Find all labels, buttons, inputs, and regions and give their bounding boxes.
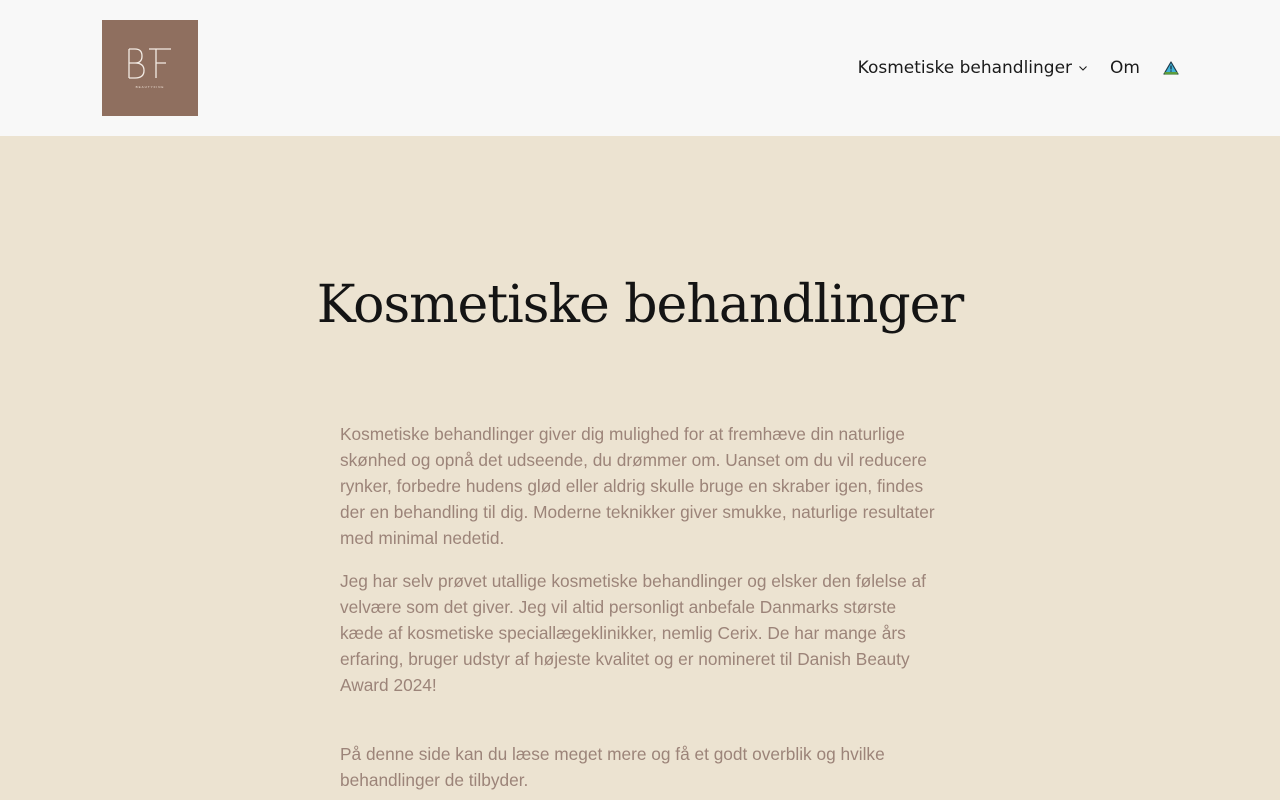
nav-item-label: Kosmetiske behandlinger	[857, 58, 1073, 78]
site-header	[0, 0, 1280, 136]
nav-item-kosmetiske-behandlinger[interactable]	[858, 58, 1088, 78]
nav-item-label: Om	[1110, 58, 1140, 78]
chevron-down-icon[interactable]	[1078, 63, 1088, 73]
nav-item-om[interactable]	[1110, 58, 1140, 78]
main-navigation	[858, 56, 1180, 80]
page-title: Kosmetiske behandlinger	[316, 275, 964, 335]
logo-caption: BEAUTYFINE	[135, 85, 165, 89]
paragraph-overview: På denne side kan du læse meget mere og få et godt overblik og hvilke behandlinger de tilbyder.	[340, 744, 885, 790]
broken-image-icon[interactable]	[1162, 59, 1180, 77]
paragraph-recommendation: Jeg har selv prøvet utallige kosmetiske behandlinger og elsker den følelse af velvære som det giver. Jeg vil altid personligt anbefale Danmarks største kæde af kosmetiske speciallægeklinikker, nemlig Cerix. De har mange års erfaring, bruger udstyr af højeste kvalitet og er nomineret til Danish Beauty Award 2024!	[340, 571, 926, 695]
site-logo[interactable]	[102, 20, 198, 116]
article-body	[340, 421, 940, 793]
logo-monogram-graphic	[102, 20, 198, 116]
main-content	[0, 136, 1280, 800]
paragraph-intro: Kosmetiske behandlinger giver dig mulighed for at fremhæve din naturlige skønhed og opnå det udseende, du drømmer om. Uanset om du vil reducere rynker, forbedre hudens glød eller aldrig skulle bruge en skraber igen, findes der en behandling til dig. Moderne teknikker giver smukke, naturlige resultater med minimal nedetid.	[340, 424, 935, 548]
